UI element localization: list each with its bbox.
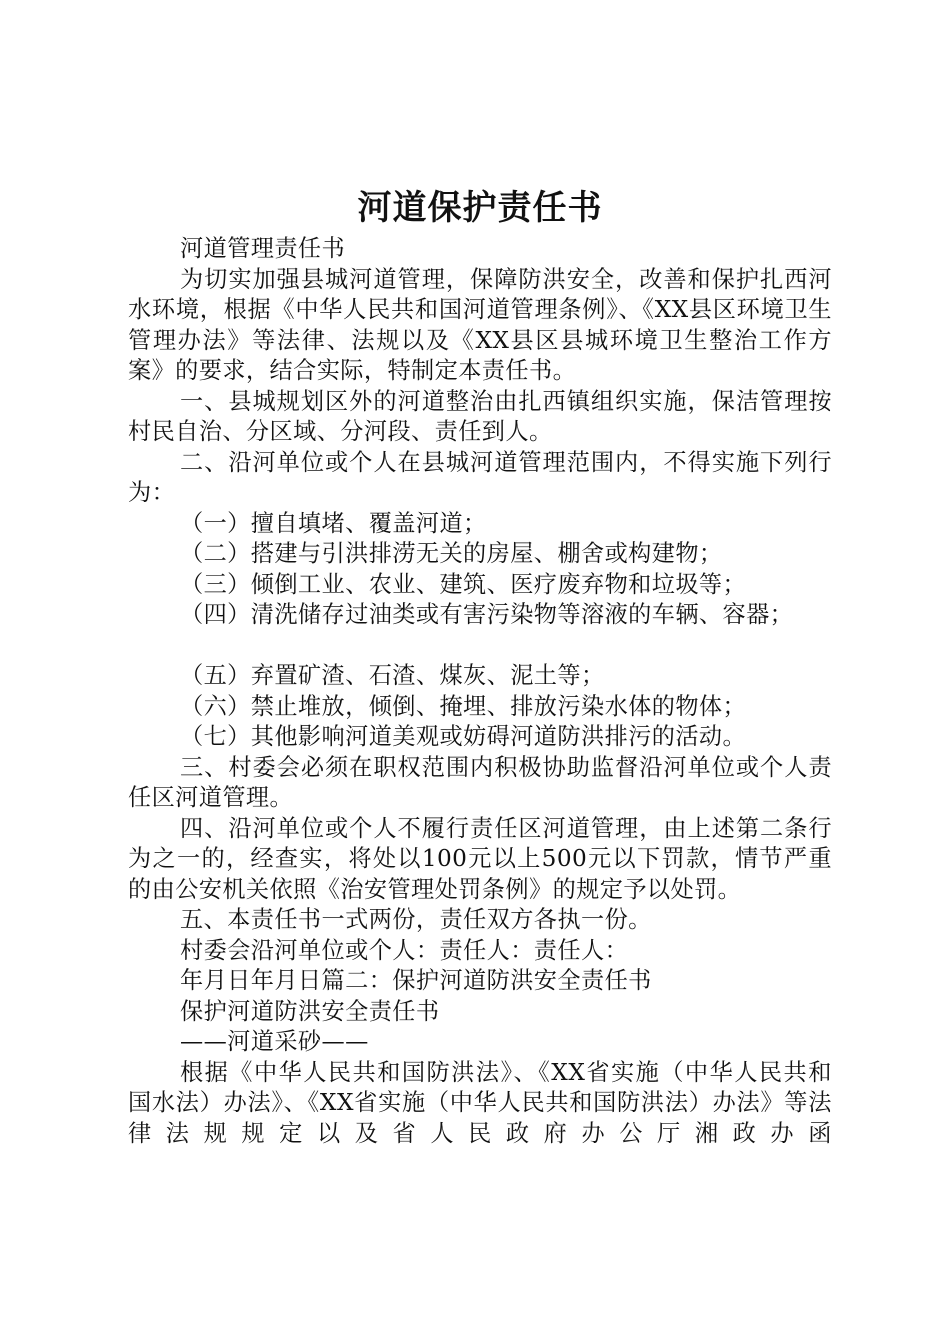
paragraph-clause-3: 三、村委会必须在职权范围内积极协助监督沿河单位或个人责任区河道管理。 — [128, 753, 832, 811]
document-body — [128, 234, 832, 1149]
date-line: 年月日年月日篇二：保护河道防洪安全责任书 — [180, 967, 652, 994]
document-page — [128, 0, 832, 1344]
list-item-3: （三）倾倒工业、农业、建筑、医疗废弃物和垃圾等； — [180, 570, 747, 598]
paragraph-section-2-intro: 根据《中华人民共和国防洪法》、《XX省实施（中华人民共和国水法）办法》、《XX省实施（中华人民共和国防洪法）办法》等法律法规规定以及省人民政府办公厅湘政办函 — [128, 1058, 832, 1147]
document-title: 河道保护责任书 — [357, 188, 603, 228]
blank-line — [128, 631, 832, 662]
paragraph-intro: 为切实加强县城河道管理，保障防洪安全，改善和保护扎西河水环境，根据《中华人民共和国河道管理条例》、《XX县区环境卫生管理办法》等法律、法规以及《XX县区县城环境卫生整治工作方案》的要求，结合实际，特制定本责任书。 — [128, 265, 832, 384]
paragraph-clause-1: 一、县城规划区外的河道整治由扎西镇组织实施，保洁管理按村民自治、分区域、分河段、责任到人。 — [128, 387, 832, 445]
section-2-title: 保护河道防洪安全责任书 — [180, 997, 440, 1025]
list-item-7: （七）其他影响河道美观或妨碍河道防洪排污的活动。 — [180, 723, 747, 750]
list-item-4: （四）清洗储存过油类或有害污染物等溶液的车辆、容器； — [180, 601, 794, 628]
list-item-1: （一）擅自填堵、覆盖河道； — [180, 509, 487, 537]
paragraph-clause-5: 五、本责任书一式两份，责任双方各执一份。 — [180, 906, 652, 933]
list-item-5: （五）弃置矿渣、石渣、煤灰、泥土等； — [180, 662, 605, 689]
paragraph-clause-4: 四、沿河单位或个人不履行责任区河道管理，由上述第二条行为之一的，经查实，将处以100元以上500元以下罚款，情节严重的由公安机关依照《治安管理处罚条例》的规定予以处罚。 — [128, 814, 832, 903]
list-item-6: （六）禁止堆放，倾倒、掩埋、排放污染水体的物体； — [180, 692, 747, 720]
paragraph-clause-2: 二、沿河单位或个人在县城河道管理范围内，不得实施下列行为： — [128, 448, 832, 506]
section-2-subtitle: ——河道采砂—— — [180, 1028, 369, 1055]
signature-line: 村委会沿河单位或个人：责任人：责任人： — [180, 936, 629, 964]
paragraph-subtitle: 河道管理责任书 — [180, 235, 346, 262]
list-item-2: （二）搭建与引洪排涝无关的房屋、棚舍或构建物； — [180, 540, 723, 567]
